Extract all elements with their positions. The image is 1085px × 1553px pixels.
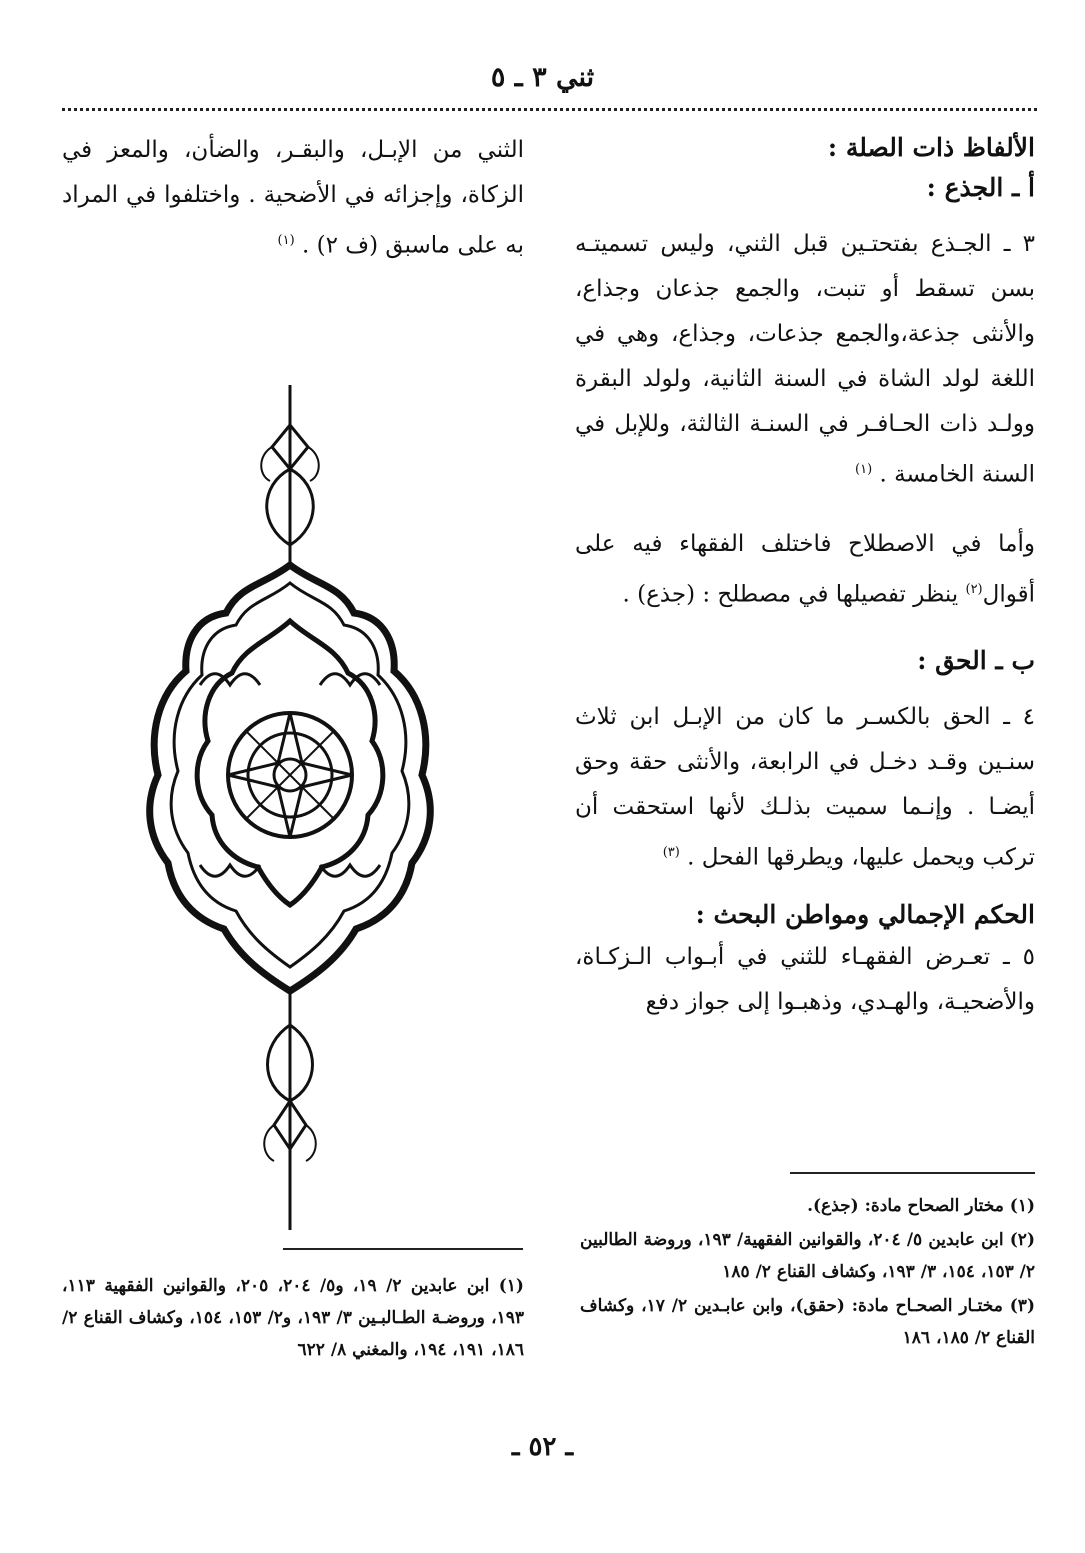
footnotes-right (580, 1190, 1035, 1356)
footnote-item: (١) ابن عابدين ٢/ ١٩، و٥/ ٢٠٤، ٢٠٥، والقوانين الفقهية ١١٣، ١٩٣، وروضـة الطـالبـين ٣/ ١٩٣، و٢/ ١٥٣، ١٥٤، وكشاف القناع ٢/ ١٨٦، ١٩١، ١٩٤، والمغني ٨/ ٦٢٢ (62, 1276, 524, 1360)
paragraph-istilah-text-b: ينظر تفصيلها في مصطلح : (جذع) . (622, 581, 966, 608)
footnote-divider-right (790, 1172, 1035, 1174)
footnote-item: (٢) ابن عابدين ٥/ ٢٠٤، والقوانين الفقهية/ ١٩٣، وروضة الطالبين ٢/ ١٥٣، ١٥٤، ٣/ ١٩٣، وكشاف القناع ٢/ ١٨٥ (580, 1230, 1035, 1282)
footnote-divider-left (283, 1248, 523, 1250)
footnote-ref: (٣) (662, 845, 680, 861)
right-column (575, 128, 1035, 1025)
paragraph-5: ٥ ـ تعـرض الفقهـاء للثني في أبـواب الـزكـاة، والأضحيـة، والهـدي، وذهبـوا إلى جواز دفع (575, 943, 1035, 1015)
section-heading-related-terms: الألفاظ ذات الصلة : (827, 133, 1035, 162)
footnote-ref: (١) (277, 233, 295, 248)
subheading-jadha: أ ـ الجذع : (926, 173, 1035, 202)
left-column (62, 128, 524, 269)
paragraph-istilah (575, 522, 1035, 618)
page-number: ـ ٥٢ ـ (511, 1432, 574, 1462)
paragraph-3 (575, 222, 1035, 498)
running-head: ثني ٣ ـ ٥ (490, 62, 595, 93)
dotted-divider (62, 108, 1037, 111)
footnote-ref: (٢) (965, 581, 983, 597)
paragraph-istilah-text-a: وأما في الاصطلاح فاختلف الفقهاء فيه على أقوال (575, 530, 1035, 608)
paragraph-4 (575, 695, 1035, 881)
footnotes-left (62, 1270, 524, 1368)
subheading-hiqq: ب ـ الحق : (917, 646, 1035, 676)
paragraph-3-text: ٣ ـ الجـذع بفتحتـين قبل الثني، وليس تسميتـه بسن تسقط أو تنبت، والجمع جذعان وجذاع، والأنثى جذعة،والجمع جذعات، وجذاع، وهي في اللغة لولد الشاة في السنة الثانية، ولولد البقرة وولـد ذات الحـافـر في السنـة الثالثة، وللإبل في السنة الخامسة . (575, 231, 1035, 488)
footnote-item: (١) مختار الصحاح مادة: (جذع). (807, 1196, 1035, 1216)
decorative-ornament (140, 385, 440, 1230)
paragraph-continuation-text: الثني من الإبـل، والبقـر، والضأن، والمعز في الزكاة، وإجزائه في الأضحية . واختلفوا في المراد به على ماسبق (ف ٢) . (62, 137, 524, 259)
footnote-item: (٣) مختـار الصحـاح مادة: (حقق)، وابن عابـدين ٢/ ١٧، وكشاف القناع ٢/ ١٨٥، ١٨٦ (580, 1296, 1035, 1348)
paragraph-4-text: ٤ ـ الحق بالكسـر ما كان من الإبـل ابن ثلاث سنـين وقـد دخـل في الرابعة، والأنثى حقة وحق أيضـا . وإنـما سميت بذلـك لأنها استحقت أن تركب ويحمل عليها، ويطرقها الفحل . (575, 704, 1035, 871)
section-heading-ruling: الحكم الإجمالي ومواطن البحث : (695, 899, 1035, 929)
paragraph-continuation (62, 128, 524, 269)
footnote-ref: (١) (855, 462, 873, 477)
